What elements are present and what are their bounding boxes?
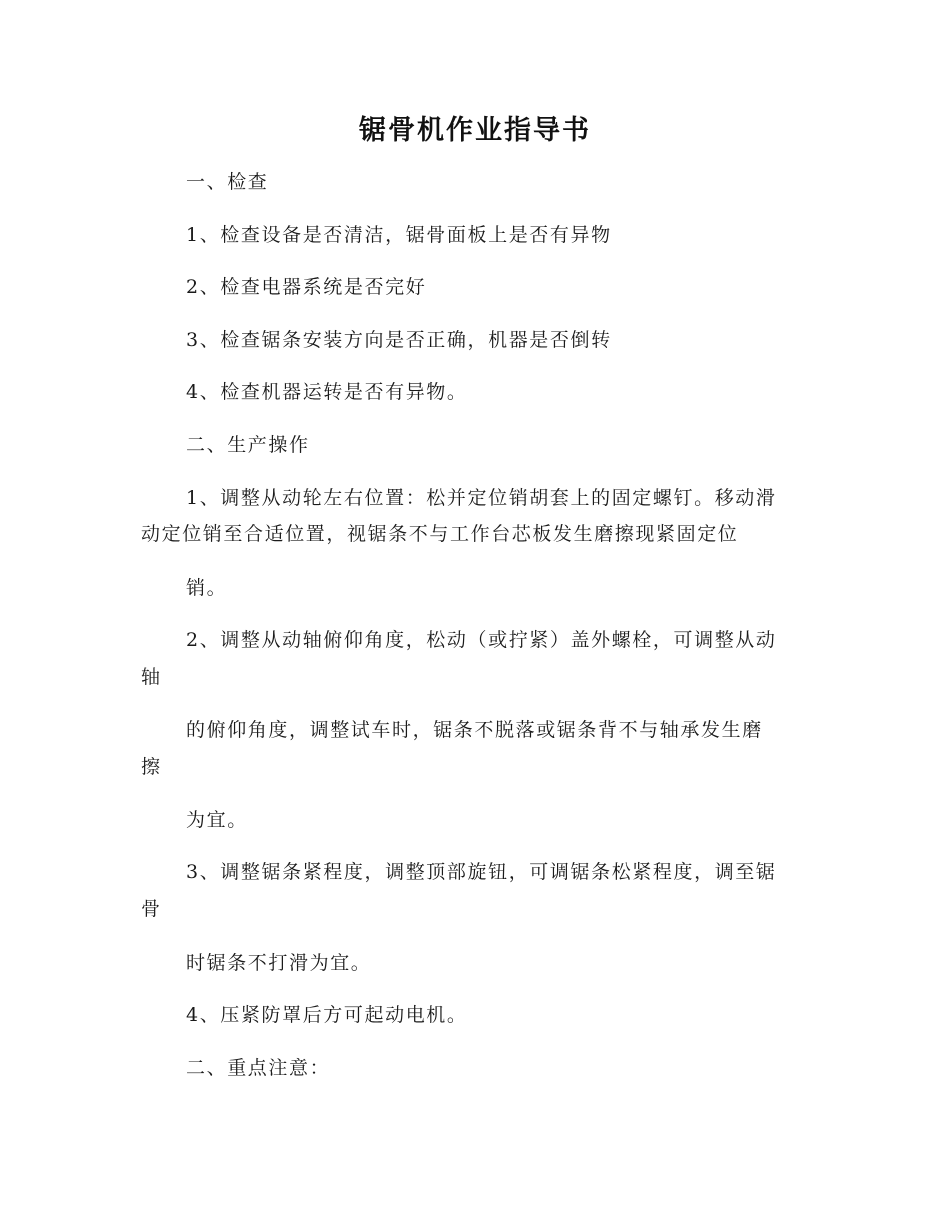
paragraph-line: 2、调整从动轴俯仰角度，松动（或拧紧）盖外螺栓，可调整从动 — [186, 629, 777, 651]
section-heading-inspection: 一、检查 — [186, 171, 269, 193]
paragraph-line: 3、调整锯条紧程度，调整顶部旋钮，可调锯条松紧程度，调至锯 — [186, 861, 777, 883]
paragraph-line: 为宜。 — [186, 809, 248, 831]
paragraph-line: 1、调整从动轮左右位置：松并定位销胡套上的固定螺钉。移动滑 — [186, 487, 777, 509]
paragraph-line: 2、检查电器系统是否完好 — [186, 276, 427, 298]
paragraph-line: 骨 — [141, 898, 162, 920]
paragraph-line: 1、检查设备是否清洁，锯骨面板上是否有异物 — [186, 224, 612, 246]
paragraph-line: 4、检查机器运转是否有异物。 — [186, 381, 468, 403]
paragraph-line: 轴 — [141, 666, 162, 688]
section-heading-operation: 二、生产操作 — [186, 434, 310, 456]
paragraph-line: 动定位销至合适位置，视锯条不与工作台芯板发生磨擦现紧固定位 — [141, 523, 739, 545]
paragraph-line: 销。 — [186, 577, 228, 599]
paragraph-line: 4、压紧防罩后方可起动电机。 — [186, 1004, 468, 1026]
document-title: 锯骨机作业指导书 — [359, 115, 591, 146]
paragraph-line: 3、检查锯条安装方向是否正确，机器是否倒转 — [186, 329, 612, 351]
paragraph-line: 擦 — [141, 756, 162, 778]
paragraph-line: 的俯仰角度，调整试车时，锯条不脱落或锯条背不与轴承发生磨 — [186, 719, 763, 741]
section-heading-notes: 二、重点注意： — [186, 1057, 331, 1079]
paragraph-line: 时锯条不打滑为宜。 — [186, 952, 372, 974]
